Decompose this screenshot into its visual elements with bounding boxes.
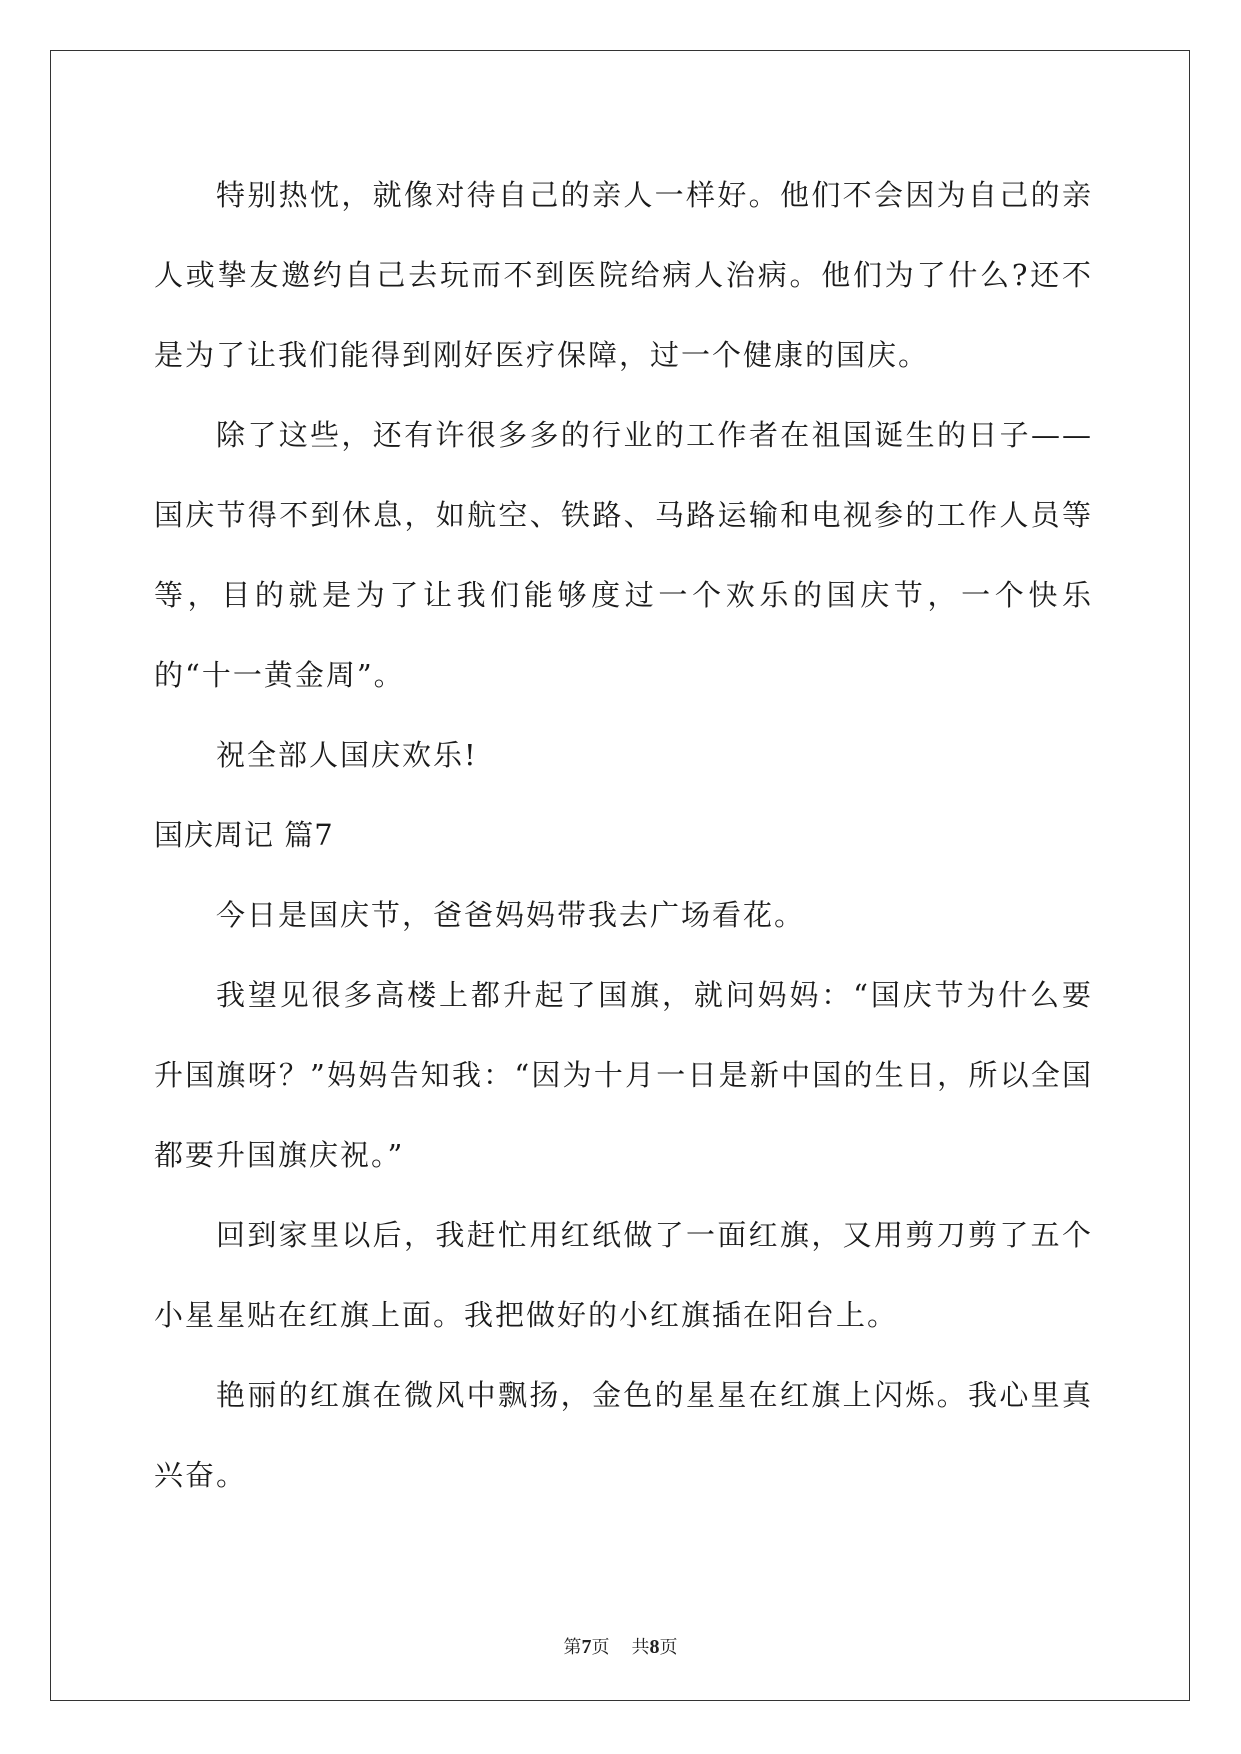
page-total-number: 8 xyxy=(649,1636,660,1658)
paragraph-7: 艳丽的红旗在微风中飘扬，金色的星星在红旗上闪烁。我心里真兴奋。 xyxy=(154,1378,1093,1492)
document-body xyxy=(154,155,1093,1515)
paragraph-2: 除了这些，还有许很多多的行业的工作者在祖国诞生的日子——国庆节得不到休息，如航空、铁路、马路运输和电视参的工作人员等等，目的就是为了让我们能够度过一个欢乐的国庆节，一个快乐的“十一黄金周”。 xyxy=(154,418,1093,692)
page-suffix: 页 xyxy=(591,1637,610,1658)
section-heading: 国庆周记 篇7 xyxy=(154,818,334,852)
paragraph-4: 今日是国庆节，爸爸妈妈带我去广场看花。 xyxy=(216,898,806,932)
paragraph-1: 特别热忱，就像对待自己的亲人一样好。他们不会因为自己的亲人或挚友邀约自己去玩而不到医院给病人治病。他们为了什么?还不是为了让我们能得到刚好医疗保障，过一个健康的国庆。 xyxy=(154,178,1093,372)
total-prefix: 共 xyxy=(631,1637,650,1658)
paragraph-5: 我望见很多高楼上都升起了国旗，就问妈妈：“国庆节为什么要升国旗呀？”妈妈告知我：“因为十月一日是新中国的生日，所以全国都要升国旗庆祝。” xyxy=(154,978,1093,1172)
paragraph-3: 祝全部人国庆欢乐! xyxy=(216,738,478,772)
total-suffix: 页 xyxy=(659,1637,678,1658)
paragraph-6: 回到家里以后，我赶忙用红纸做了一面红旗，又用剪刀剪了五个小星星贴在红旗上面。我把做好的小红旗插在阳台上。 xyxy=(154,1218,1093,1332)
page-footer xyxy=(0,1633,1241,1659)
page-current-number: 7 xyxy=(581,1636,592,1658)
page-prefix: 第 xyxy=(563,1637,582,1658)
